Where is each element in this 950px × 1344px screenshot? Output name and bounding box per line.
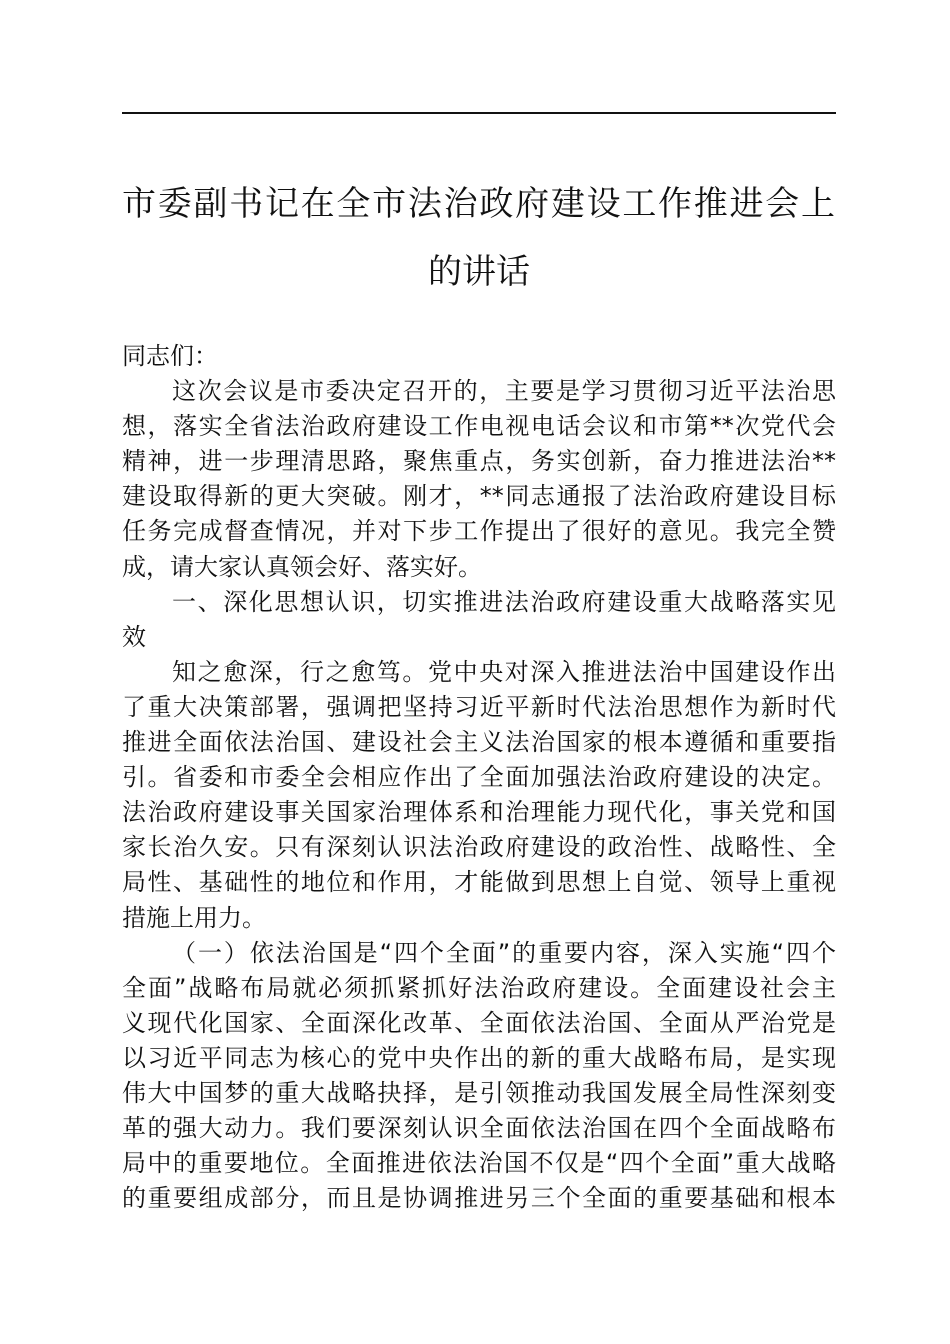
paragraph-line: 建设取得新的更大突破。刚才，**同志通报了法治政府建设目标	[122, 482, 836, 511]
paragraph-line: 了重大决策部署，强调把坚持习近平新时代法治思想作为新时代	[122, 692, 836, 721]
paragraph-intro	[122, 374, 836, 585]
paragraph-line: 法治政府建设事关国家治理体系和治理能力现代化，事关党和国	[122, 798, 836, 827]
heading-line: 一、深化思想认识，切实推进法治政府建设重大战略落实见	[172, 587, 836, 616]
document-body	[122, 339, 836, 1216]
section-heading-1	[122, 585, 836, 655]
document-title	[122, 170, 836, 306]
paragraph-line: 这次会议是市委决定召开的，主要是学习贯彻习近平法治思	[172, 377, 836, 406]
paragraph-line: 想，落实全省法治政府建设工作电视电话会议和市第**次党代会	[122, 412, 836, 441]
paragraph-subsection-1	[122, 936, 836, 1217]
paragraph-line: 义现代化国家、全面深化改革、全面依法治国、全面从严治党是	[122, 1008, 836, 1037]
paragraph-section-1	[122, 655, 836, 936]
heading-line: 效	[122, 622, 146, 651]
paragraph-line: 任务完成督查情况，并对下步工作提出了很好的意见。我完全赞	[122, 517, 836, 546]
paragraph-line: 革的强大动力。我们要深刻认识全面依法治国在四个全面战略布	[122, 1114, 836, 1143]
paragraph-line: 伟大中国梦的重大战略抉择，是引领推动我国发展全局性深刻变	[122, 1078, 836, 1107]
salutation	[122, 339, 836, 374]
paragraph-line: 精神，进一步理清思路，聚焦重点，务实创新，奋力推进法治**	[122, 447, 836, 476]
paragraph-line: 全面”战略布局就必须抓紧抓好法治政府建设。全面建设社会主	[122, 973, 836, 1002]
title-line-2: 的讲话	[428, 252, 530, 292]
paragraph-line: 的重要组成部分，而且是协调推进另三个全面的重要基础和根本	[122, 1184, 836, 1213]
paragraph-line: 知之愈深，行之愈笃。党中央对深入推进法治中国建设作出	[172, 657, 836, 686]
title-line-1: 市委副书记在全市法治政府建设工作推进会上	[122, 184, 836, 224]
paragraph-line: 家长治久安。只有深刻认识法治政府建设的政治性、战略性、全	[122, 833, 836, 862]
paragraph-line: 成，请大家认真领会好、落实好。	[122, 552, 482, 581]
header-rule	[122, 112, 836, 114]
paragraph-line: （一）依法治国是“四个全面”的重要内容，深入实施“四个	[172, 938, 836, 967]
paragraph-line: 局中的重要地位。全面推进依法治国不仅是“四个全面”重大战略	[122, 1149, 836, 1178]
salutation-text: 同志们：	[122, 342, 218, 370]
paragraph-line: 推进全面依法治国、建设社会主义法治国家的根本遵循和重要指	[122, 728, 836, 757]
paragraph-line: 局性、基础性的地位和作用，才能做到思想上自觉、领导上重视	[122, 868, 836, 897]
paragraph-line: 引。省委和市委全会相应作出了全面加强法治政府建设的决定。	[122, 763, 836, 792]
paragraph-line: 以习近平同志为核心的党中央作出的新的重大战略布局，是实现	[122, 1043, 836, 1072]
paragraph-line: 措施上用力。	[122, 903, 266, 932]
